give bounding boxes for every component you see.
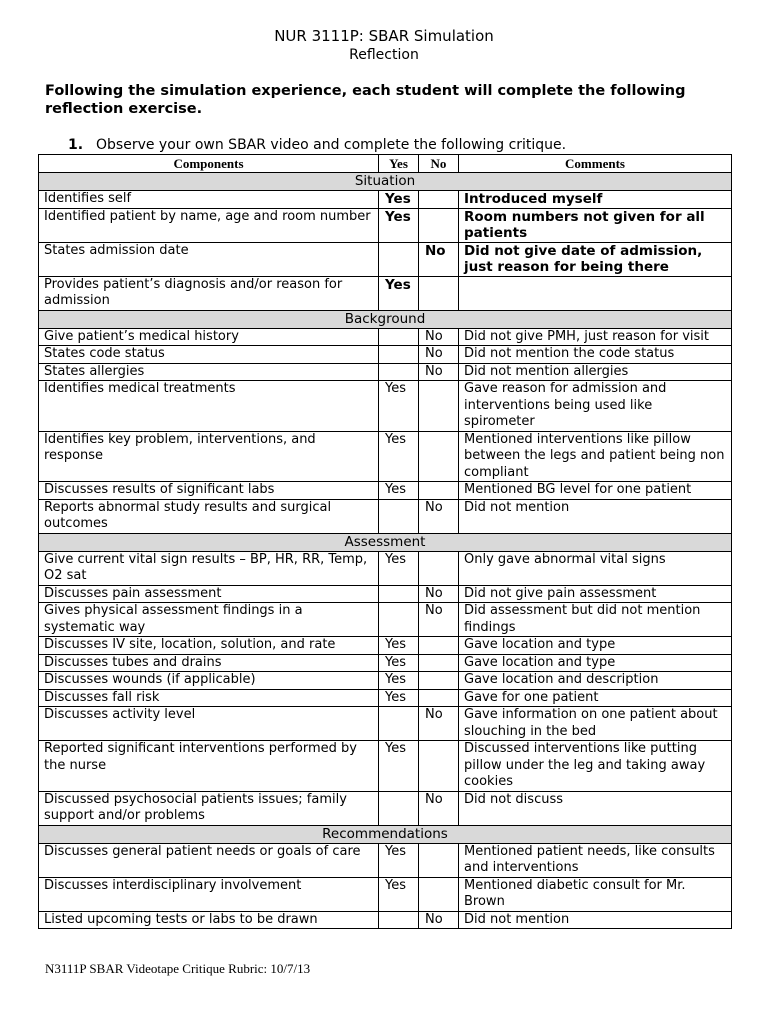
- table-row: [39, 791, 732, 825]
- component-cell: Identifies self: [39, 191, 379, 209]
- yes-cell: Yes: [379, 877, 419, 911]
- component-cell: Identifies medical treatments: [39, 381, 379, 432]
- comment-cell: Mentioned BG level for one patient: [459, 482, 732, 500]
- yes-cell: [379, 242, 419, 276]
- comment-cell: Introduced myself: [459, 191, 732, 209]
- no-cell: No: [419, 707, 459, 741]
- table-row: [39, 672, 732, 690]
- no-cell: [419, 431, 459, 482]
- table-row: [39, 585, 732, 603]
- header-components: Components: [39, 155, 379, 173]
- instructions-text: Following the simulation experience, each student will complete the following reflection exercise.: [45, 83, 686, 117]
- component-cell: Identifies key problem, interventions, and response: [39, 431, 379, 482]
- yes-cell: Yes: [379, 654, 419, 672]
- table-row: [39, 346, 732, 364]
- no-cell: No: [419, 603, 459, 637]
- component-cell: Provides patient’s diagnosis and/or reason for admission: [39, 276, 379, 310]
- comment-cell: Gave information on one patient about slouching in the bed: [459, 707, 732, 741]
- no-cell: [419, 381, 459, 432]
- table-row: [39, 482, 732, 500]
- component-cell: States allergies: [39, 363, 379, 381]
- comment-cell: Mentioned interventions like pillow between the legs and patient being non compliant: [459, 431, 732, 482]
- component-cell: Reported significant interventions performed by the nurse: [39, 741, 379, 792]
- section-title: Assessment: [39, 533, 732, 551]
- component-cell: Discusses results of significant labs: [39, 482, 379, 500]
- no-cell: [419, 637, 459, 655]
- comment-cell: Did not give PMH, just reason for visit: [459, 328, 732, 346]
- yes-cell: [379, 363, 419, 381]
- table-row: [39, 381, 732, 432]
- comment-cell: Gave location and description: [459, 672, 732, 690]
- no-cell: No: [419, 242, 459, 276]
- component-cell: Listed upcoming tests or labs to be drawn: [39, 911, 379, 929]
- component-cell: Give patient’s medical history: [39, 328, 379, 346]
- question-1: [68, 136, 688, 154]
- comment-cell: Did not mention: [459, 499, 732, 533]
- table-row: [39, 499, 732, 533]
- table-row: [39, 276, 732, 310]
- no-cell: [419, 877, 459, 911]
- comment-cell: Did not mention the code status: [459, 346, 732, 364]
- table-row: [39, 363, 732, 381]
- comment-cell: Did not mention allergies: [459, 363, 732, 381]
- yes-cell: [379, 707, 419, 741]
- yes-cell: Yes: [379, 482, 419, 500]
- question-text: Observe your own SBAR video and complete the following critique.: [96, 137, 567, 153]
- no-cell: [419, 208, 459, 242]
- yes-cell: Yes: [379, 843, 419, 877]
- table-row: [39, 191, 732, 209]
- yes-cell: Yes: [379, 381, 419, 432]
- component-cell: Discusses wounds (if applicable): [39, 672, 379, 690]
- comment-cell: Did not discuss: [459, 791, 732, 825]
- table-row: [39, 328, 732, 346]
- section-row-assessment: [39, 533, 732, 551]
- yes-cell: Yes: [379, 689, 419, 707]
- table-row: [39, 551, 732, 585]
- component-cell: Discusses general patient needs or goals of care: [39, 843, 379, 877]
- component-cell: Discusses fall risk: [39, 689, 379, 707]
- no-cell: [419, 654, 459, 672]
- comment-cell: Gave location and type: [459, 637, 732, 655]
- yes-cell: [379, 346, 419, 364]
- no-cell: [419, 191, 459, 209]
- table-row: [39, 637, 732, 655]
- table-row: [39, 603, 732, 637]
- table-row: [39, 843, 732, 877]
- component-cell: States code status: [39, 346, 379, 364]
- table-row: [39, 431, 732, 482]
- no-cell: No: [419, 328, 459, 346]
- no-cell: No: [419, 499, 459, 533]
- no-cell: [419, 551, 459, 585]
- section-title: Situation: [39, 173, 732, 191]
- table-row: [39, 654, 732, 672]
- no-cell: No: [419, 363, 459, 381]
- yes-cell: [379, 791, 419, 825]
- no-cell: [419, 482, 459, 500]
- yes-cell: Yes: [379, 672, 419, 690]
- yes-cell: [379, 911, 419, 929]
- header-no: No: [419, 155, 459, 173]
- table-row: [39, 689, 732, 707]
- no-cell: No: [419, 585, 459, 603]
- table-header-row: [39, 155, 732, 173]
- component-cell: Discusses interdisciplinary involvement: [39, 877, 379, 911]
- document-title: NUR 3111P: SBAR Simulation: [274, 27, 494, 45]
- no-cell: [419, 843, 459, 877]
- yes-cell: Yes: [379, 191, 419, 209]
- section-row-situation: [39, 173, 732, 191]
- header-comments: Comments: [459, 155, 732, 173]
- comment-cell: [459, 276, 732, 310]
- comment-cell: Did not mention: [459, 911, 732, 929]
- table-body: [39, 173, 732, 929]
- comment-cell: Did assessment but did not mention findings: [459, 603, 732, 637]
- component-cell: Discusses activity level: [39, 707, 379, 741]
- section-row-recommendations: [39, 825, 732, 843]
- yes-cell: [379, 603, 419, 637]
- table-row: [39, 877, 732, 911]
- table-row: [39, 242, 732, 276]
- comment-cell: Room numbers not given for all patients: [459, 208, 732, 242]
- yes-cell: [379, 585, 419, 603]
- no-cell: [419, 689, 459, 707]
- comment-cell: Gave for one patient: [459, 689, 732, 707]
- comment-cell: Mentioned diabetic consult for Mr. Brown: [459, 877, 732, 911]
- component-cell: Discusses IV site, location, solution, and rate: [39, 637, 379, 655]
- component-cell: Discusses tubes and drains: [39, 654, 379, 672]
- yes-cell: Yes: [379, 431, 419, 482]
- table-row: [39, 911, 732, 929]
- comment-cell: Gave location and type: [459, 654, 732, 672]
- comment-cell: Gave reason for admission and interventions being used like spirometer: [459, 381, 732, 432]
- question-number: 1.: [68, 137, 84, 153]
- section-title: Background: [39, 310, 732, 328]
- no-cell: No: [419, 346, 459, 364]
- table-row: [39, 741, 732, 792]
- critique-table: [38, 154, 732, 929]
- comment-cell: Only gave abnormal vital signs: [459, 551, 732, 585]
- comment-cell: Did not give pain assessment: [459, 585, 732, 603]
- component-cell: Identified patient by name, age and room number: [39, 208, 379, 242]
- no-cell: [419, 672, 459, 690]
- section-title: Recommendations: [39, 825, 732, 843]
- section-row-background: [39, 310, 732, 328]
- yes-cell: Yes: [379, 741, 419, 792]
- yes-cell: Yes: [379, 551, 419, 585]
- comment-cell: Mentioned patient needs, like consults and interventions: [459, 843, 732, 877]
- yes-cell: [379, 499, 419, 533]
- no-cell: No: [419, 911, 459, 929]
- component-cell: Gives physical assessment findings in a systematic way: [39, 603, 379, 637]
- footer-text: N3111P SBAR Videotape Critique Rubric: 10/7/13: [45, 961, 311, 976]
- no-cell: [419, 276, 459, 310]
- table-row: [39, 707, 732, 741]
- header-yes: Yes: [379, 155, 419, 173]
- component-cell: Discussed psychosocial patients issues; family support and/or problems: [39, 791, 379, 825]
- comment-cell: Did not give date of admission, just reason for being there: [459, 242, 732, 276]
- component-cell: States admission date: [39, 242, 379, 276]
- comment-cell: Discussed interventions like putting pillow under the leg and taking away cookies: [459, 741, 732, 792]
- component-cell: Discusses pain assessment: [39, 585, 379, 603]
- no-cell: No: [419, 791, 459, 825]
- component-cell: Reports abnormal study results and surgical outcomes: [39, 499, 379, 533]
- table-row: [39, 208, 732, 242]
- no-cell: [419, 741, 459, 792]
- yes-cell: Yes: [379, 637, 419, 655]
- yes-cell: Yes: [379, 276, 419, 310]
- yes-cell: [379, 328, 419, 346]
- yes-cell: Yes: [379, 208, 419, 242]
- document-subtitle: Reflection: [349, 47, 419, 63]
- component-cell: Give current vital sign results – BP, HR, RR, Temp, O2 sat: [39, 551, 379, 585]
